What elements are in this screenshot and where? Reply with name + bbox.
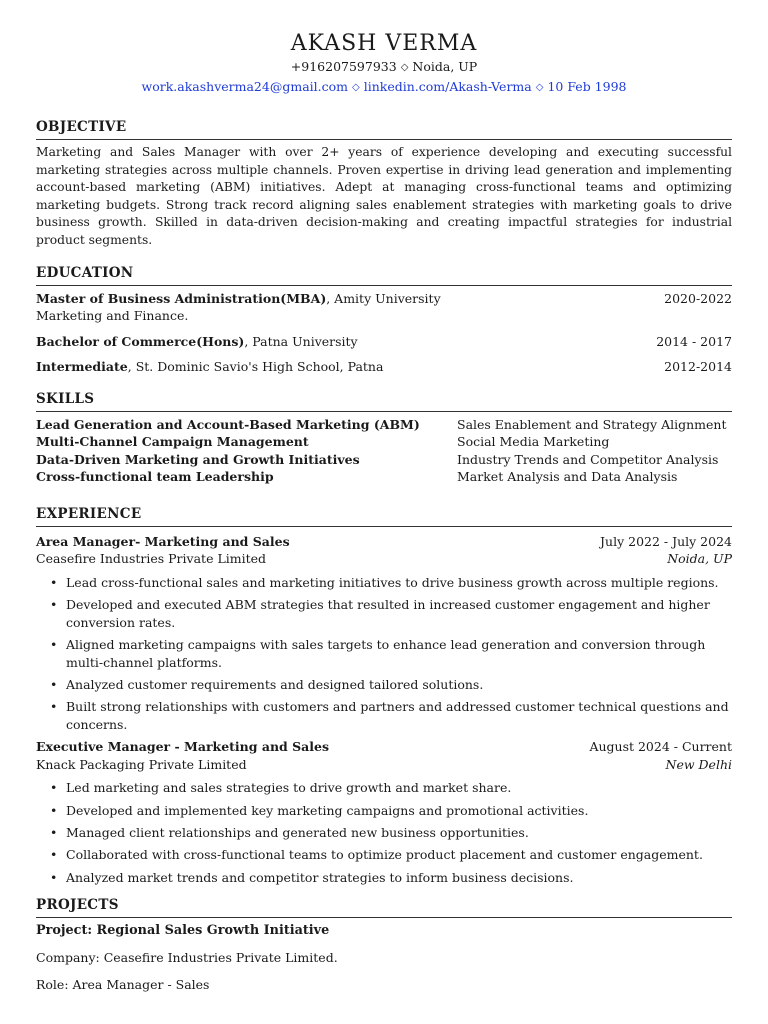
list-item: • Led marketing and sales strategies to drive growth and market share. — [36, 779, 732, 796]
education-item — [36, 358, 732, 376]
project-role: Role: Area Manager - Sales — [36, 976, 210, 992]
job-bullets — [36, 779, 732, 886]
institution: , Patna University — [244, 333, 358, 349]
section-title-projects: PROJECTS — [36, 896, 732, 918]
location: Noida, UP — [412, 59, 478, 74]
list-item: • Analyzed market trends and competitor strategies to inform business decisions. — [36, 869, 732, 886]
contact-line-2 — [36, 78, 732, 98]
skills-section — [36, 390, 732, 486]
contact-line-1 — [36, 58, 732, 78]
list-item: • Developed and executed ABM strategies that resulted in increased customer engagement and higher conversion rates. — [36, 596, 732, 631]
list-item: • Aligned marketing campaigns with sales targets to enhance lead generation and conversion through multi-channel platforms. — [36, 636, 732, 671]
job-location: Noida, UP — [667, 551, 732, 567]
job-company: Knack Packaging Private Limited — [36, 756, 247, 772]
skill-item: Cross-functional team Leadership — [36, 469, 274, 485]
list-item: • Built strong relationships with customers and partners and addressed customer technical questions and concerns. — [36, 698, 732, 733]
list-item: • Developed and implemented key marketing campaigns and promotional activities. — [36, 802, 732, 819]
projects-section — [36, 896, 732, 993]
list-item: • Analyzed customer requirements and designed tailored solutions. — [36, 676, 732, 693]
date-of-birth: 10 Feb 1998 — [547, 79, 627, 94]
phone: +916207597933 — [290, 59, 397, 74]
degree: Intermediate — [36, 359, 128, 375]
diamond-separator-icon: ◇ — [535, 82, 544, 93]
project-title: Project: Regional Sales Growth Initiative — [36, 923, 330, 939]
section-title-education: EDUCATION — [36, 264, 732, 286]
job-dates: August 2024 - Current — [589, 739, 732, 755]
skill-item: Data-Driven Marketing and Growth Initiatives — [36, 451, 360, 467]
candidate-name: AKASH VERMA — [290, 31, 478, 56]
section-title-skills: SKILLS — [36, 390, 732, 412]
job-role: Executive Manager - Marketing and Sales — [36, 739, 329, 755]
skills-right-column — [457, 416, 732, 486]
degree: Master of Business Administration(MBA) — [36, 290, 327, 306]
skills-left-column — [36, 416, 457, 486]
list-item: • Lead cross-functional sales and marketing initiatives to drive business growth across multiple regions. — [36, 574, 732, 591]
skill-item: Social Media Marketing — [457, 434, 610, 450]
job-location: New Delhi — [665, 756, 732, 772]
section-title-experience: EXPERIENCE — [36, 505, 732, 527]
diamond-separator-icon: ◇ — [400, 62, 409, 73]
job-dates: July 2022 - July 2024 — [600, 533, 732, 549]
job-bullets — [36, 574, 732, 733]
skill-item: Market Analysis and Data Analysis — [457, 469, 678, 485]
section-title-objective: OBJECTIVE — [36, 118, 732, 140]
job-company: Ceasefire Industries Private Limited — [36, 551, 267, 567]
project-company: Company: Ceasefire Industries Private Limited. — [36, 950, 338, 966]
resume-page — [36, 30, 732, 993]
education-item — [36, 333, 732, 351]
education-detail: Marketing and Finance. — [36, 308, 189, 324]
job-role: Area Manager- Marketing and Sales — [36, 533, 290, 549]
job-entry — [36, 738, 732, 886]
objective-section — [36, 118, 732, 250]
objective-text: Marketing and Sales Manager with over 2+ years of experience developing and executing successful marketing strategies across multiple channels. Proven expertise in driving lead generation and implementing account-based marketing (ABM) initiatives. Adept at managing cross-functional teams and optimizing marketing budgets. Strong track record aligning sales enablement strategies with marketing goals to drive business growth. Skilled in data-driven decision-making and creating impactful strategies for industrial product segments. — [36, 145, 732, 247]
job-entry — [36, 533, 732, 733]
institution: , St. Dominic Savio's High School, Patna — [127, 359, 384, 375]
institution: , Amity University — [326, 290, 441, 306]
skill-item: Multi-Channel Campaign Management — [36, 434, 309, 450]
experience-section — [36, 505, 732, 886]
skill-item: Sales Enablement and Strategy Alignment — [457, 416, 727, 432]
education-section — [36, 264, 732, 376]
skills-grid — [36, 416, 732, 486]
degree: Bachelor of Commerce(Hons) — [36, 333, 245, 349]
email-link[interactable]: work.akashverma24@gmail.com — [141, 79, 348, 94]
skill-item: Lead Generation and Account-Based Marketing (ABM) — [36, 416, 420, 432]
list-item: • Collaborated with cross-functional teams to optimize product placement and customer engagement. — [36, 846, 732, 863]
linkedin-link[interactable]: linkedin.com/Akash-Verma — [363, 79, 532, 94]
skill-item: Industry Trends and Competitor Analysis — [457, 451, 719, 467]
list-item: • Managed client relationships and generated new business opportunities. — [36, 824, 732, 841]
diamond-separator-icon: ◇ — [352, 82, 360, 93]
education-dates: 2014 - 2017 — [656, 333, 732, 349]
education-item — [36, 290, 732, 325]
education-dates: 2020-2022 — [664, 290, 732, 306]
education-dates: 2012-2014 — [664, 359, 732, 375]
